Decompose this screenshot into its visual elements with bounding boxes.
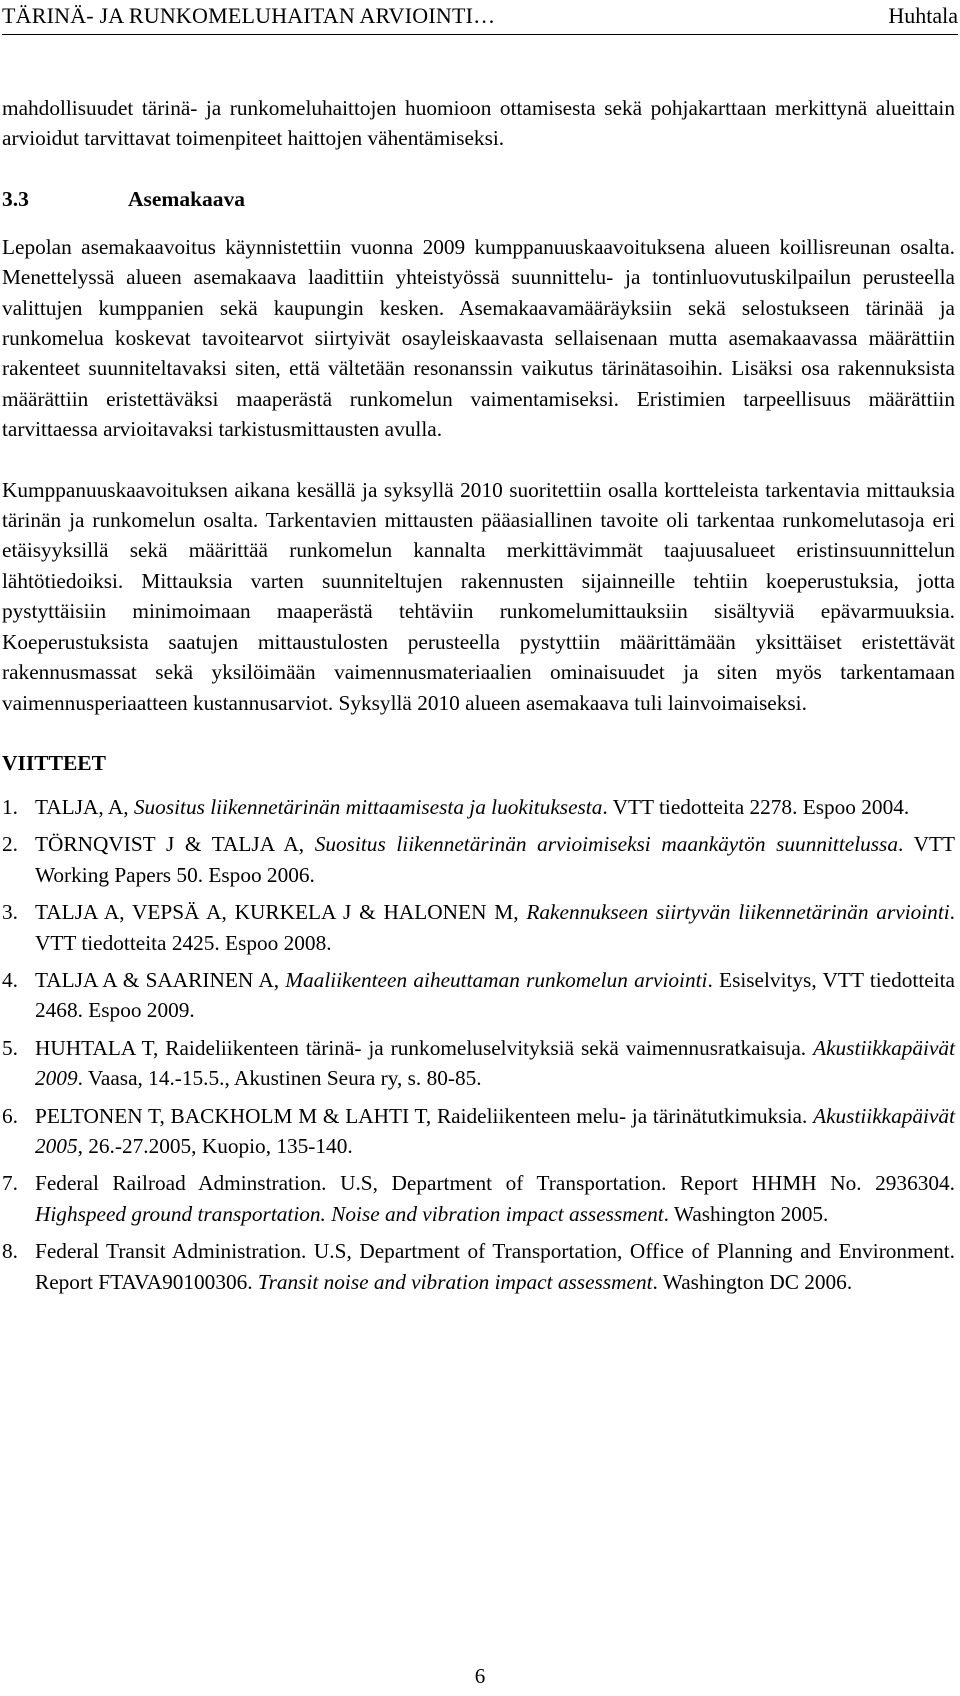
reference-source: . Washington 2005.: [663, 1201, 829, 1226]
section-number: 3.3: [2, 186, 29, 211]
reference-authors: PELTONEN T, BACKHOLM M & LAHTI T, Raideliikenteen melu- ja tärinätutkimuksia.: [35, 1103, 814, 1128]
running-header: [2, 0, 958, 35]
reference-authors: TALJA, A,: [35, 794, 134, 819]
reference-title: Transit noise and vibration impact assessment: [257, 1269, 653, 1294]
reference-number: 6.: [2, 1103, 18, 1128]
reference-item: [2, 1033, 955, 1094]
reference-list: [2, 792, 955, 1297]
reference-number: 5.: [2, 1035, 18, 1060]
reference-number: 8.: [2, 1239, 18, 1264]
page-number: 6: [474, 1664, 486, 1688]
references-heading: VIITTEET: [2, 750, 106, 775]
reference-authors: TALJA A & SAARINEN A,: [35, 967, 286, 992]
reference-title: Rakennukseen siirtyvän liikennetärinän arviointi: [526, 900, 950, 925]
reference-authors: TÖRNQVIST J & TALJA A,: [35, 832, 315, 857]
body-paragraph: Kumppanuuskaavoituksen aikana kesällä ja syksyllä 2010 suoritettiin osalla kortteleista tarkentavia mittauksia tärinän ja runkomelun osalta. Tarkentavien mittausten pääasiallinen tavoite oli tarkentaa runkomelutasoja eri etäisyyksillä sekä määrittää runkomelun kannalta merkittävimmät taajuusalueet eristinsuunnittelun lähtötiedoiksi. Mittauksia varten suunniteltujen rakennusten sijainneille tehtiin koeperustuksia, jotta pystyttäisiin minimoimaan maaperästä tehtäviin runkomelumittauksiin sisältyviä epävarmuuksia. Koeperustuksista saatujen mittaustulosten perusteella pystyttiin määrittämään yksittäiset eristettävät rakennusmassat sekä yksilöimään vaimennusmateriaalien ominaisuudet ja siten myös tarkentamaan vaimennusperiaatteen kustannusarviot. Syksyllä 2010 alueen asemakaava tuli lainvoimaiseksi.: [2, 477, 955, 715]
reference-title: Akustiikkapäivät 2005: [35, 1103, 955, 1158]
reference-title: Suositus liikennetärinän mittaamisesta ja luokituksesta: [133, 794, 603, 819]
reference-number: 2.: [2, 832, 18, 857]
reference-source: . Esiselvitys, VTT tiedotteita 2468. Espoo 2009.: [35, 967, 955, 1023]
intro-paragraph: mahdollisuudet tärinä- ja runkomeluhaittojen huomioon ottamisesta sekä pohjakarttaan merkittynä alueittain arvioidut tarvittavat toimenpiteet haittojen vähentämiseksi.: [2, 96, 955, 151]
reference-item: [2, 897, 955, 958]
reference-title: Suositus liikennetärinän arvioimiseksi maankäytön suunnittelussa: [314, 832, 898, 857]
reference-source: . Washington DC 2006.: [652, 1269, 853, 1294]
reference-number: 7.: [2, 1171, 18, 1196]
reference-source: . VTT tiedotteita 2425. Espoo 2008.: [35, 900, 955, 955]
main-content: [2, 93, 955, 1304]
section-title: Asemakaava: [128, 186, 246, 211]
reference-number: 3.: [2, 900, 18, 925]
reference-title: Akustiikkapäivät 2009: [35, 1035, 955, 1091]
header-author: Huhtala: [888, 3, 958, 28]
reference-authors: TALJA A, VEPSÄ A, KURKELA J & HALONEN M,: [35, 900, 527, 925]
body-paragraph: Lepolan asemakaavoitus käynnistettiin vuonna 2009 kumppanuuskaavoituksena alueen koillisreunan osalta. Menettelyssä alueen asemakaava laadittiin yhteistyössä suunnittelu- ja tontinluovutuskilpailun perusteella valittujen kumppanien sekä kaupungin kesken. Asemakaavamääräyksiin sekä selostukseen tärinää ja runkomelua koskevat tavoitearvot siirtyivät osayleiskaavasta sellaisenaan mutta asemakaavassa määrättiin rakenteet suunniteltavaksi siten, että vältetään resonanssin vaikutus tärinätasoihin. Lisäksi osa rakennuksista määrättiin eristettäväksi maaperästä runkomelun vaimentamiseksi. Eristimien tarpeellisuus määrättiin tarvittaessa arvioitavaksi tarkistusmittausten avulla.: [2, 234, 955, 442]
reference-item: [2, 1101, 955, 1162]
reference-number: 1.: [2, 794, 18, 819]
reference-item: [2, 965, 955, 1026]
reference-source: . Vaasa, 14.-15.5., Akustinen Seura ry, s. 80-85.: [77, 1066, 482, 1091]
reference-title: Maaliikenteen aiheuttaman runkomelun arviointi: [285, 967, 708, 992]
reference-title: Highspeed ground transportation. Noise and vibration impact assessment: [35, 1201, 664, 1226]
reference-item: [2, 1236, 955, 1297]
reference-source: , 26.-27.2005, Kuopio, 135-140.: [77, 1133, 353, 1158]
header-title: TÄRINÄ- JA RUNKOMELUHAITAN ARVIOINTI…: [2, 3, 496, 28]
reference-authors: Federal Railroad Adminstration. U.S, Department of Transportation. Report HHMH No. 2936304.: [35, 1171, 955, 1196]
reference-item: [2, 1168, 955, 1229]
reference-item: [2, 792, 955, 822]
reference-item: [2, 829, 955, 890]
reference-number: 4.: [2, 967, 18, 992]
reference-source: . VTT tiedotteita 2278. Espoo 2004.: [602, 794, 910, 819]
section-heading: [2, 184, 955, 214]
reference-authors: HUHTALA T, Raideliikenteen tärinä- ja runkomeluselvityksiä sekä vaimennusratkaisuja.: [35, 1035, 814, 1060]
reference-source: . VTT Working Papers 50. Espoo 2006.: [35, 832, 955, 887]
reference-authors: Federal Transit Administration. U.S, Department of Transportation, Office of Planning and Environment. Report FTAVA90100306.: [35, 1239, 955, 1294]
